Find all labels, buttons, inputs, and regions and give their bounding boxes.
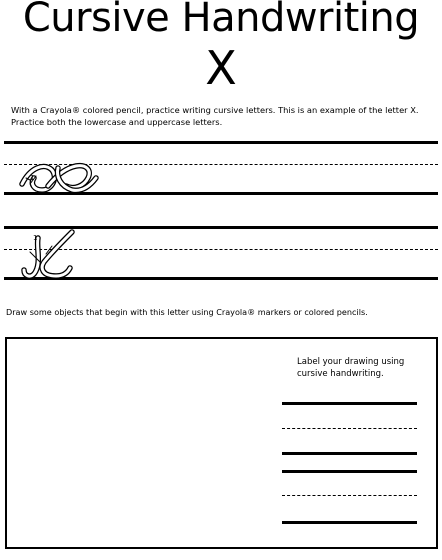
label-line-2-mid <box>282 495 417 496</box>
page-title: Cursive Handwriting <box>22 0 420 41</box>
label-line-2-top <box>282 470 417 473</box>
label-line-2-base <box>282 521 417 524</box>
label-line-1-top <box>282 402 417 405</box>
cursive-uppercase-x <box>24 232 72 276</box>
label-instructions: Label your drawing using cursive handwriting. <box>297 357 405 379</box>
featured-letter: X <box>205 41 237 95</box>
label-line-1-base <box>282 452 417 455</box>
uppercase-stroke-number: 1 <box>33 234 38 242</box>
practice-instructions: With a Crayola® colored pencil, practice writing cursive letters. This is an example of the letter X. Practice both the lowercase and uppercase letters. <box>11 105 419 127</box>
lowercase-stroke-number: 1 <box>30 174 35 182</box>
drawing-instructions: Draw some objects that begin with this letter using Crayola® markers or colored pencils. <box>6 307 368 317</box>
label-line-1-mid <box>282 428 417 429</box>
